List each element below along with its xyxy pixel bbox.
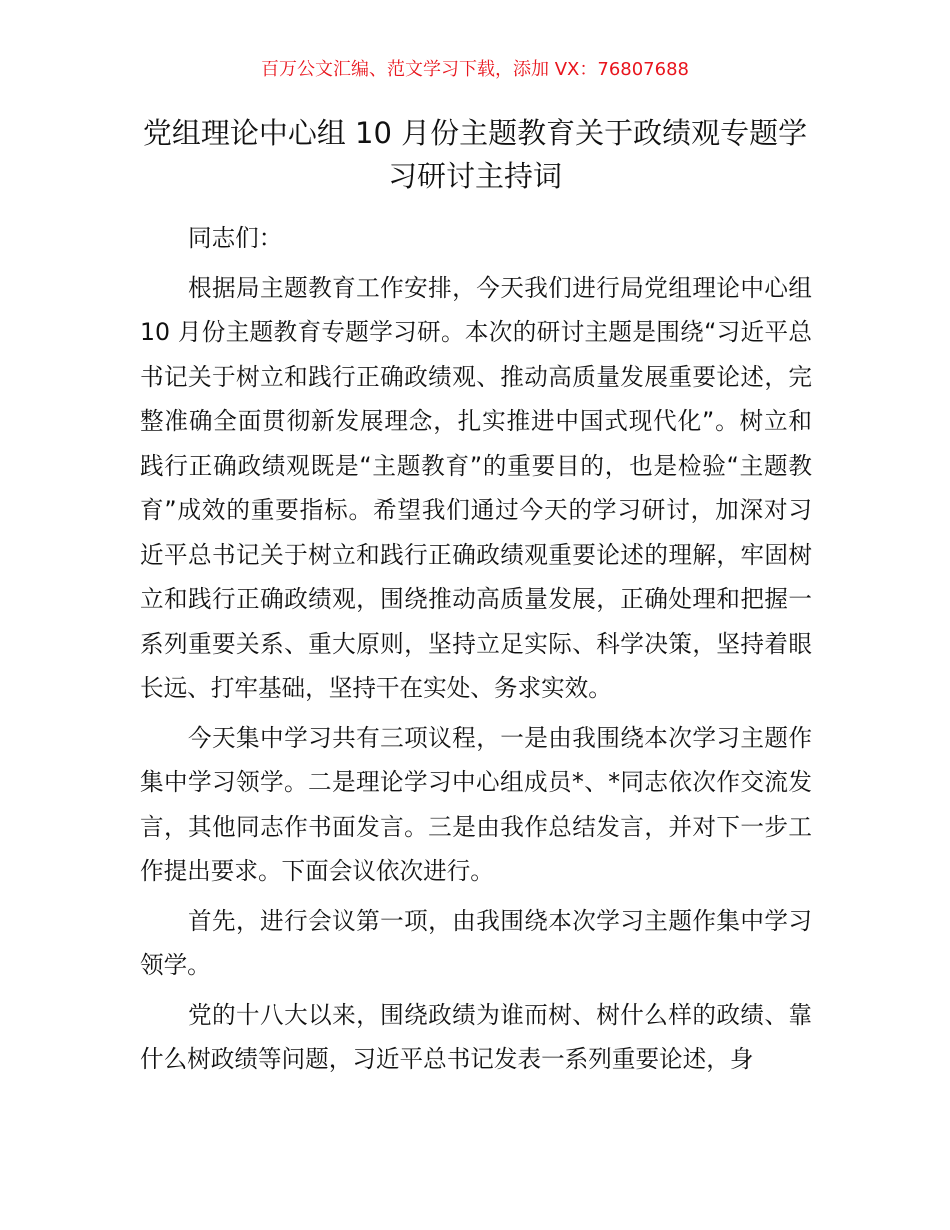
paragraph-2: 今天集中学习共有三项议程，一是由我围绕本次学习主题作集中学习领学。二是理论学习中心组成员*、*同志依次作交流发言，其他同志作书面发言。三是由我作总结发言，并对下一步工作提出要求。下面会议依次进行。 <box>140 723 812 885</box>
paragraph-1: 根据局主题教育工作安排，今天我们进行局党组理论中心组 10 月份主题教育专题学习研。本次的研讨主题是围绕“习近平总书记关于树立和践行正确政绩观、推动高质量发展重要论述，完整准确全面贯彻新发展理念，扎实推进中国式现代化”。树立和践行正确政绩观既是“主题教育”的重要目的，也是检验“主题教育”成效的重要指标。希望我们通过今天的学习研讨，加深对习近平总书记关于树立和践行正确政绩观重要论述的理解，牢固树立和践行正确政绩观，围绕推动高质量发展，正确处理和把握一系列重要关系、重大原则，坚持立足实际、科学决策，坚持着眼长远、打牢基础，坚持干在实处、务求实效。 <box>140 273 812 702</box>
greeting: 同志们： <box>188 224 283 252</box>
document-body <box>140 216 812 1082</box>
document-title: 党组理论中心组 10 月份主题教育关于政绩观专题学习研讨主持词 <box>142 116 808 193</box>
paragraph-3: 首先，进行会议第一项，由我围绕本次学习主题作集中学习领学。 <box>140 906 812 979</box>
header-banner: 百万公文汇编、范文学习下载，添加 VX：76807688 <box>261 59 689 80</box>
paragraph-4: 党的十八大以来，围绕政绩为谁而树、树什么样的政绩、靠什么树政绩等问题，习近平总书记发表一系列重要论述，身 <box>140 1000 812 1073</box>
